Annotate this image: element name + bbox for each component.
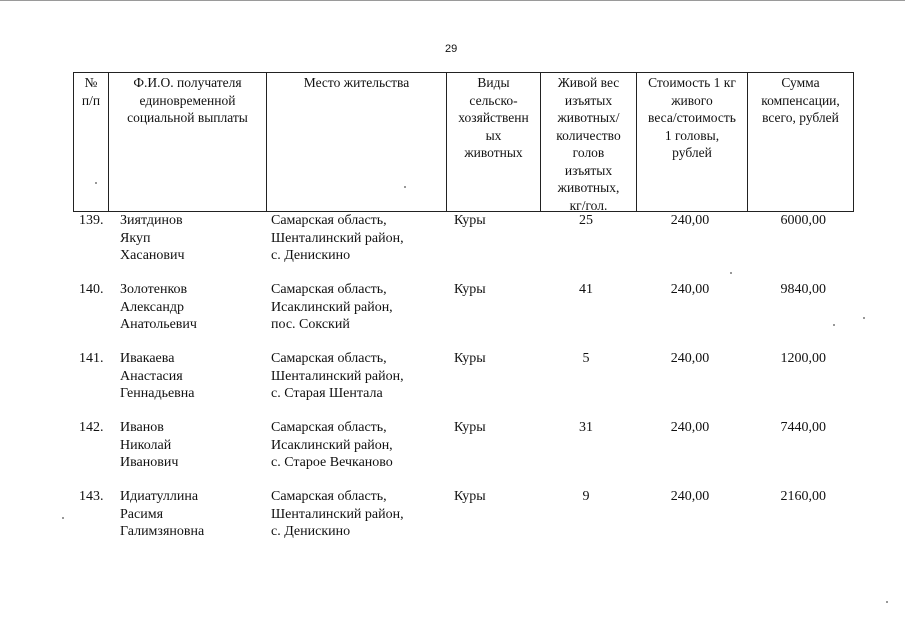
row-recipient-name: Иванов Николай Иванович bbox=[120, 420, 179, 470]
scan-speck bbox=[62, 517, 64, 519]
scan-speck bbox=[833, 324, 835, 326]
row-animal-type: Куры bbox=[454, 489, 486, 504]
row-unit-cost: 240,00 bbox=[670, 489, 710, 504]
header-unit-cost: Стоимость 1 кг живого веса/стоимость 1 головы, рублей bbox=[637, 73, 748, 211]
row-recipient-name: Зиятдинов Якуп Хасанович bbox=[120, 213, 185, 263]
row-recipient-name: Идиатуллина Расимя Галимзяновна bbox=[120, 489, 205, 539]
row-live-weight: 25 bbox=[579, 213, 593, 228]
page-top-edge bbox=[0, 0, 905, 1]
header-live-weight: Живой вес изъятых животных/ количество голов изъятых животных, кг/гол. bbox=[541, 73, 637, 211]
scan-speck bbox=[886, 601, 888, 603]
scan-speck bbox=[95, 182, 97, 184]
row-animal-type: Куры bbox=[454, 282, 486, 297]
table-header bbox=[73, 72, 854, 212]
row-live-weight: 5 bbox=[582, 351, 590, 366]
row-residence: Самарская область, Шенталинский район, с. Старая Шентала bbox=[271, 351, 404, 401]
scan-speck bbox=[730, 272, 732, 274]
row-animal-type: Куры bbox=[454, 420, 486, 435]
scan-speck bbox=[404, 186, 406, 188]
row-number: 140. bbox=[79, 282, 104, 297]
page-number: 29 bbox=[445, 43, 458, 55]
row-unit-cost: 240,00 bbox=[670, 213, 710, 228]
row-compensation-sum: 2160,00 bbox=[780, 489, 826, 504]
row-residence: Самарская область, Шенталинский район, с. Денискино bbox=[271, 213, 404, 263]
scan-speck bbox=[863, 317, 865, 319]
row-compensation-sum: 7440,00 bbox=[780, 420, 826, 435]
row-live-weight: 31 bbox=[579, 420, 593, 435]
row-number: 142. bbox=[79, 420, 104, 435]
header-recipient-name: Ф.И.О. получателя единовременной социальной выплаты bbox=[109, 73, 267, 211]
row-compensation-sum: 6000,00 bbox=[780, 213, 826, 228]
row-recipient-name: Золотенков Александр Анатольевич bbox=[120, 282, 197, 332]
header-compensation-sum: Сумма компенсации, всего, рублей bbox=[761, 75, 840, 125]
header-number: № п/п bbox=[74, 73, 109, 211]
header-residence: Место жительства bbox=[267, 73, 447, 211]
row-residence: Самарская область, Шенталинский район, с. Денискино bbox=[271, 489, 404, 539]
header-animal-type: Виды сельско- хозяйственн ых животных bbox=[447, 73, 541, 211]
row-live-weight: 41 bbox=[579, 282, 593, 297]
row-compensation-sum: 1200,00 bbox=[780, 351, 826, 366]
row-unit-cost: 240,00 bbox=[670, 351, 710, 366]
row-recipient-name: Ивакаева Анастасия Геннадьевна bbox=[120, 351, 195, 401]
table-row bbox=[0, 488, 905, 550]
row-number: 141. bbox=[79, 351, 104, 366]
row-residence: Самарская область, Исаклинский район, с. Старое Вечканово bbox=[271, 420, 393, 470]
row-unit-cost: 240,00 bbox=[670, 420, 710, 435]
row-residence: Самарская область, Исаклинский район, пос. Сокский bbox=[271, 282, 393, 332]
table-row bbox=[0, 350, 905, 412]
table-row bbox=[0, 212, 905, 274]
row-animal-type: Куры bbox=[454, 213, 486, 228]
row-number: 143. bbox=[79, 489, 104, 504]
row-unit-cost: 240,00 bbox=[670, 282, 710, 297]
row-compensation-sum: 9840,00 bbox=[780, 282, 826, 297]
row-number: 139. bbox=[79, 213, 104, 228]
table-row bbox=[0, 281, 905, 343]
table-row bbox=[0, 419, 905, 481]
row-live-weight: 9 bbox=[582, 489, 590, 504]
row-animal-type: Куры bbox=[454, 351, 486, 366]
